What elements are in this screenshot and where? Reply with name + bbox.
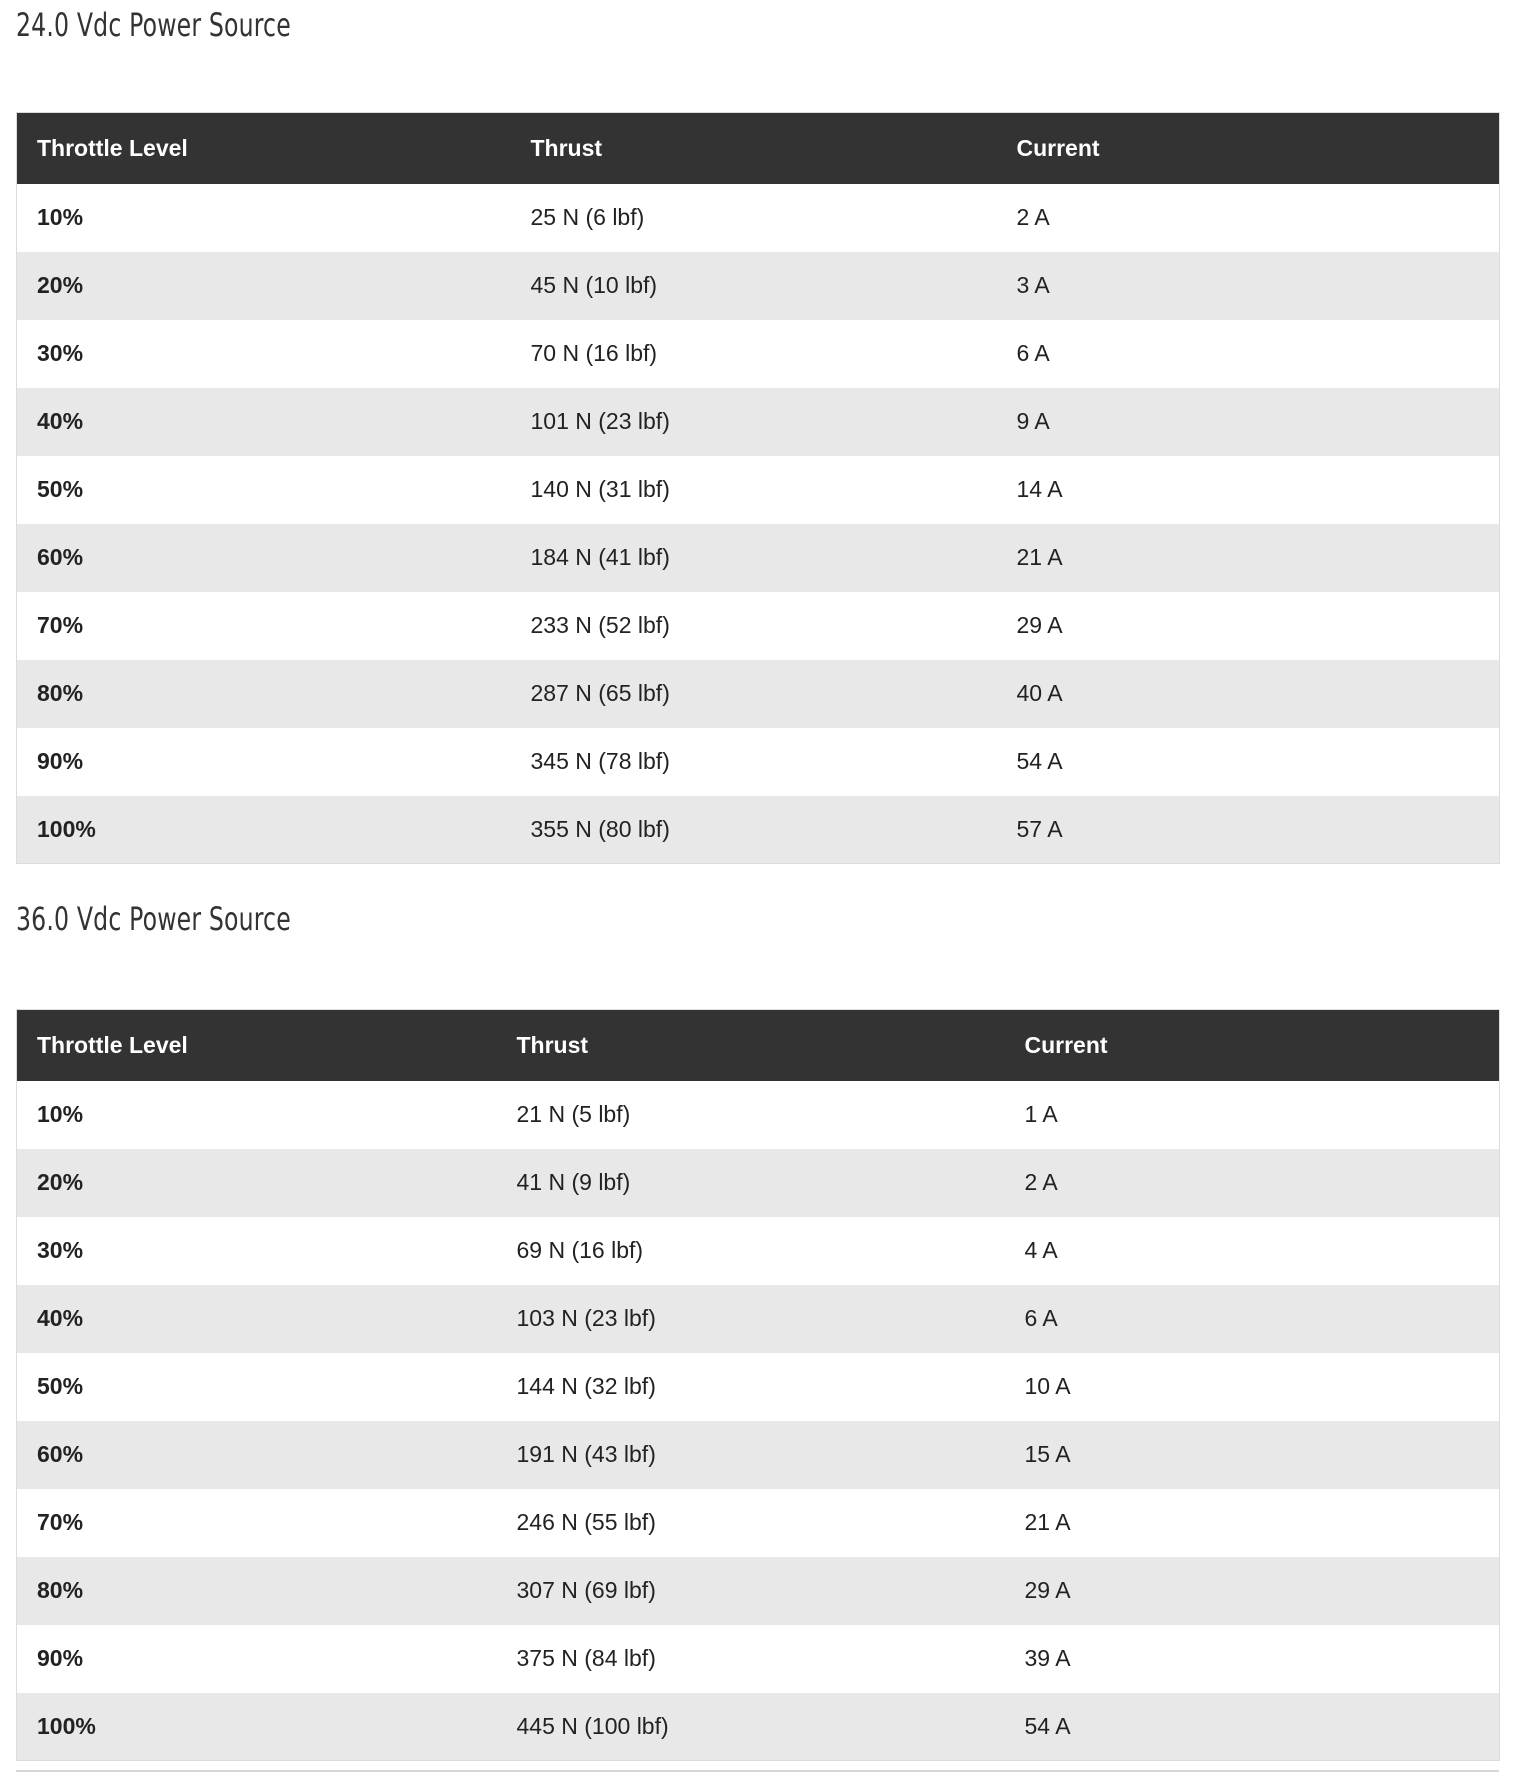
cell-current: 6 A: [1016, 340, 1050, 366]
cell-thrust: 184 N (41 lbf): [530, 544, 670, 570]
header-throttle-level: Throttle Level: [37, 134, 188, 161]
cell-thrust: 69 N (16 lbf): [516, 1237, 644, 1263]
table-row: [17, 252, 1500, 320]
cell-throttle-level: 10%: [37, 1101, 84, 1127]
cell-throttle-level: 40%: [37, 408, 84, 434]
table-row: [17, 1489, 1500, 1557]
cell-throttle-level: 10%: [37, 204, 84, 230]
cell-current: 2 A: [1016, 204, 1050, 230]
cell-current: 21 A: [1024, 1509, 1071, 1535]
cell-current: 29 A: [1024, 1577, 1071, 1603]
header-throttle-level: Throttle Level: [37, 1031, 188, 1058]
table-row: [17, 1217, 1500, 1285]
bottom-divider: [16, 1770, 1499, 1772]
table-row: [17, 592, 1500, 660]
cell-current: 6 A: [1024, 1305, 1058, 1331]
cell-current: 54 A: [1016, 748, 1063, 774]
table-row: [17, 1693, 1500, 1761]
spacer: [16, 57, 1499, 112]
cell-thrust: 287 N (65 lbf): [530, 680, 670, 706]
cell-throttle-level: 30%: [37, 1237, 84, 1263]
cell-throttle-level: 90%: [37, 1645, 84, 1671]
cell-thrust: 191 N (43 lbf): [516, 1441, 656, 1467]
table-header-row: [17, 113, 1500, 184]
table-row: [17, 1285, 1500, 1353]
cell-current: 14 A: [1016, 476, 1063, 502]
cell-thrust: 355 N (80 lbf): [530, 815, 670, 842]
cell-thrust: 41 N (9 lbf): [516, 1169, 631, 1195]
cell-thrust: 144 N (32 lbf): [516, 1373, 656, 1399]
header-current: Current: [1024, 1031, 1108, 1058]
cell-current: 21 A: [1016, 544, 1063, 570]
cell-thrust: 375 N (84 lbf): [516, 1645, 656, 1671]
table-row: [17, 1353, 1500, 1421]
cell-current: 39 A: [1024, 1645, 1071, 1671]
cell-thrust: 233 N (52 lbf): [530, 612, 670, 638]
cell-current: 2 A: [1024, 1169, 1058, 1195]
cell-throttle-level: 20%: [37, 272, 84, 298]
cell-throttle-level: 70%: [37, 612, 84, 638]
table-row: [17, 184, 1500, 252]
cell-current: 1 A: [1024, 1101, 1058, 1127]
cell-current: 54 A: [1024, 1712, 1071, 1739]
cell-throttle-level: 80%: [37, 1577, 84, 1603]
cell-thrust: 140 N (31 lbf): [530, 476, 670, 502]
spacer: [16, 864, 1499, 894]
cell-throttle-level: 50%: [37, 476, 84, 502]
cell-thrust: 21 N (5 lbf): [516, 1101, 631, 1127]
section-title-24v: 24.0 Vdc Power Source: [16, 6, 291, 44]
cell-current: 9 A: [1016, 408, 1050, 434]
table-row: [17, 660, 1500, 728]
cell-current: 57 A: [1016, 815, 1063, 842]
table-row: [17, 1149, 1500, 1217]
cell-current: 29 A: [1016, 612, 1063, 638]
cell-current: 15 A: [1024, 1441, 1071, 1467]
table-row: [17, 456, 1500, 524]
cell-throttle-level: 60%: [37, 1441, 84, 1467]
table-row: [17, 1421, 1500, 1489]
cell-thrust: 307 N (69 lbf): [516, 1577, 656, 1603]
cell-thrust: 25 N (6 lbf): [530, 204, 645, 230]
cell-throttle-level: 90%: [37, 748, 84, 774]
cell-throttle-level: 100%: [37, 1712, 96, 1739]
header-thrust: Thrust: [530, 134, 603, 161]
cell-throttle-level: 70%: [37, 1509, 84, 1535]
spec-table-24v: [16, 112, 1500, 864]
cell-throttle-level: 80%: [37, 680, 84, 706]
cell-current: 40 A: [1016, 680, 1063, 706]
header-thrust: Thrust: [516, 1031, 589, 1058]
cell-thrust: 345 N (78 lbf): [530, 748, 670, 774]
section-title-36v: 36.0 Vdc Power Source: [16, 900, 291, 938]
cell-throttle-level: 100%: [37, 815, 96, 842]
cell-thrust: 45 N (10 lbf): [530, 272, 658, 298]
table-row: [17, 1625, 1500, 1693]
table-row: [17, 320, 1500, 388]
cell-thrust: 445 N (100 lbf): [516, 1712, 669, 1739]
cell-throttle-level: 20%: [37, 1169, 84, 1195]
table-row: [17, 1081, 1500, 1149]
cell-thrust: 70 N (16 lbf): [530, 340, 658, 366]
table-header-row: [17, 1010, 1500, 1081]
cell-throttle-level: 30%: [37, 340, 84, 366]
cell-current: 3 A: [1016, 272, 1050, 298]
cell-throttle-level: 50%: [37, 1373, 84, 1399]
cell-current: 4 A: [1024, 1237, 1058, 1263]
spec-page: [16, 0, 1499, 1761]
spacer: [16, 951, 1499, 1009]
table-row: [17, 728, 1500, 796]
header-current: Current: [1016, 134, 1100, 161]
table-row: [17, 1557, 1500, 1625]
table-row: [17, 388, 1500, 456]
cell-throttle-level: 40%: [37, 1305, 84, 1331]
cell-thrust: 101 N (23 lbf): [530, 408, 670, 434]
cell-current: 10 A: [1024, 1373, 1071, 1399]
cell-thrust: 103 N (23 lbf): [516, 1305, 656, 1331]
spec-table-36v: [16, 1009, 1500, 1761]
table-row: [17, 524, 1500, 592]
table-row: [17, 796, 1500, 864]
cell-thrust: 246 N (55 lbf): [516, 1509, 656, 1535]
cell-throttle-level: 60%: [37, 544, 84, 570]
